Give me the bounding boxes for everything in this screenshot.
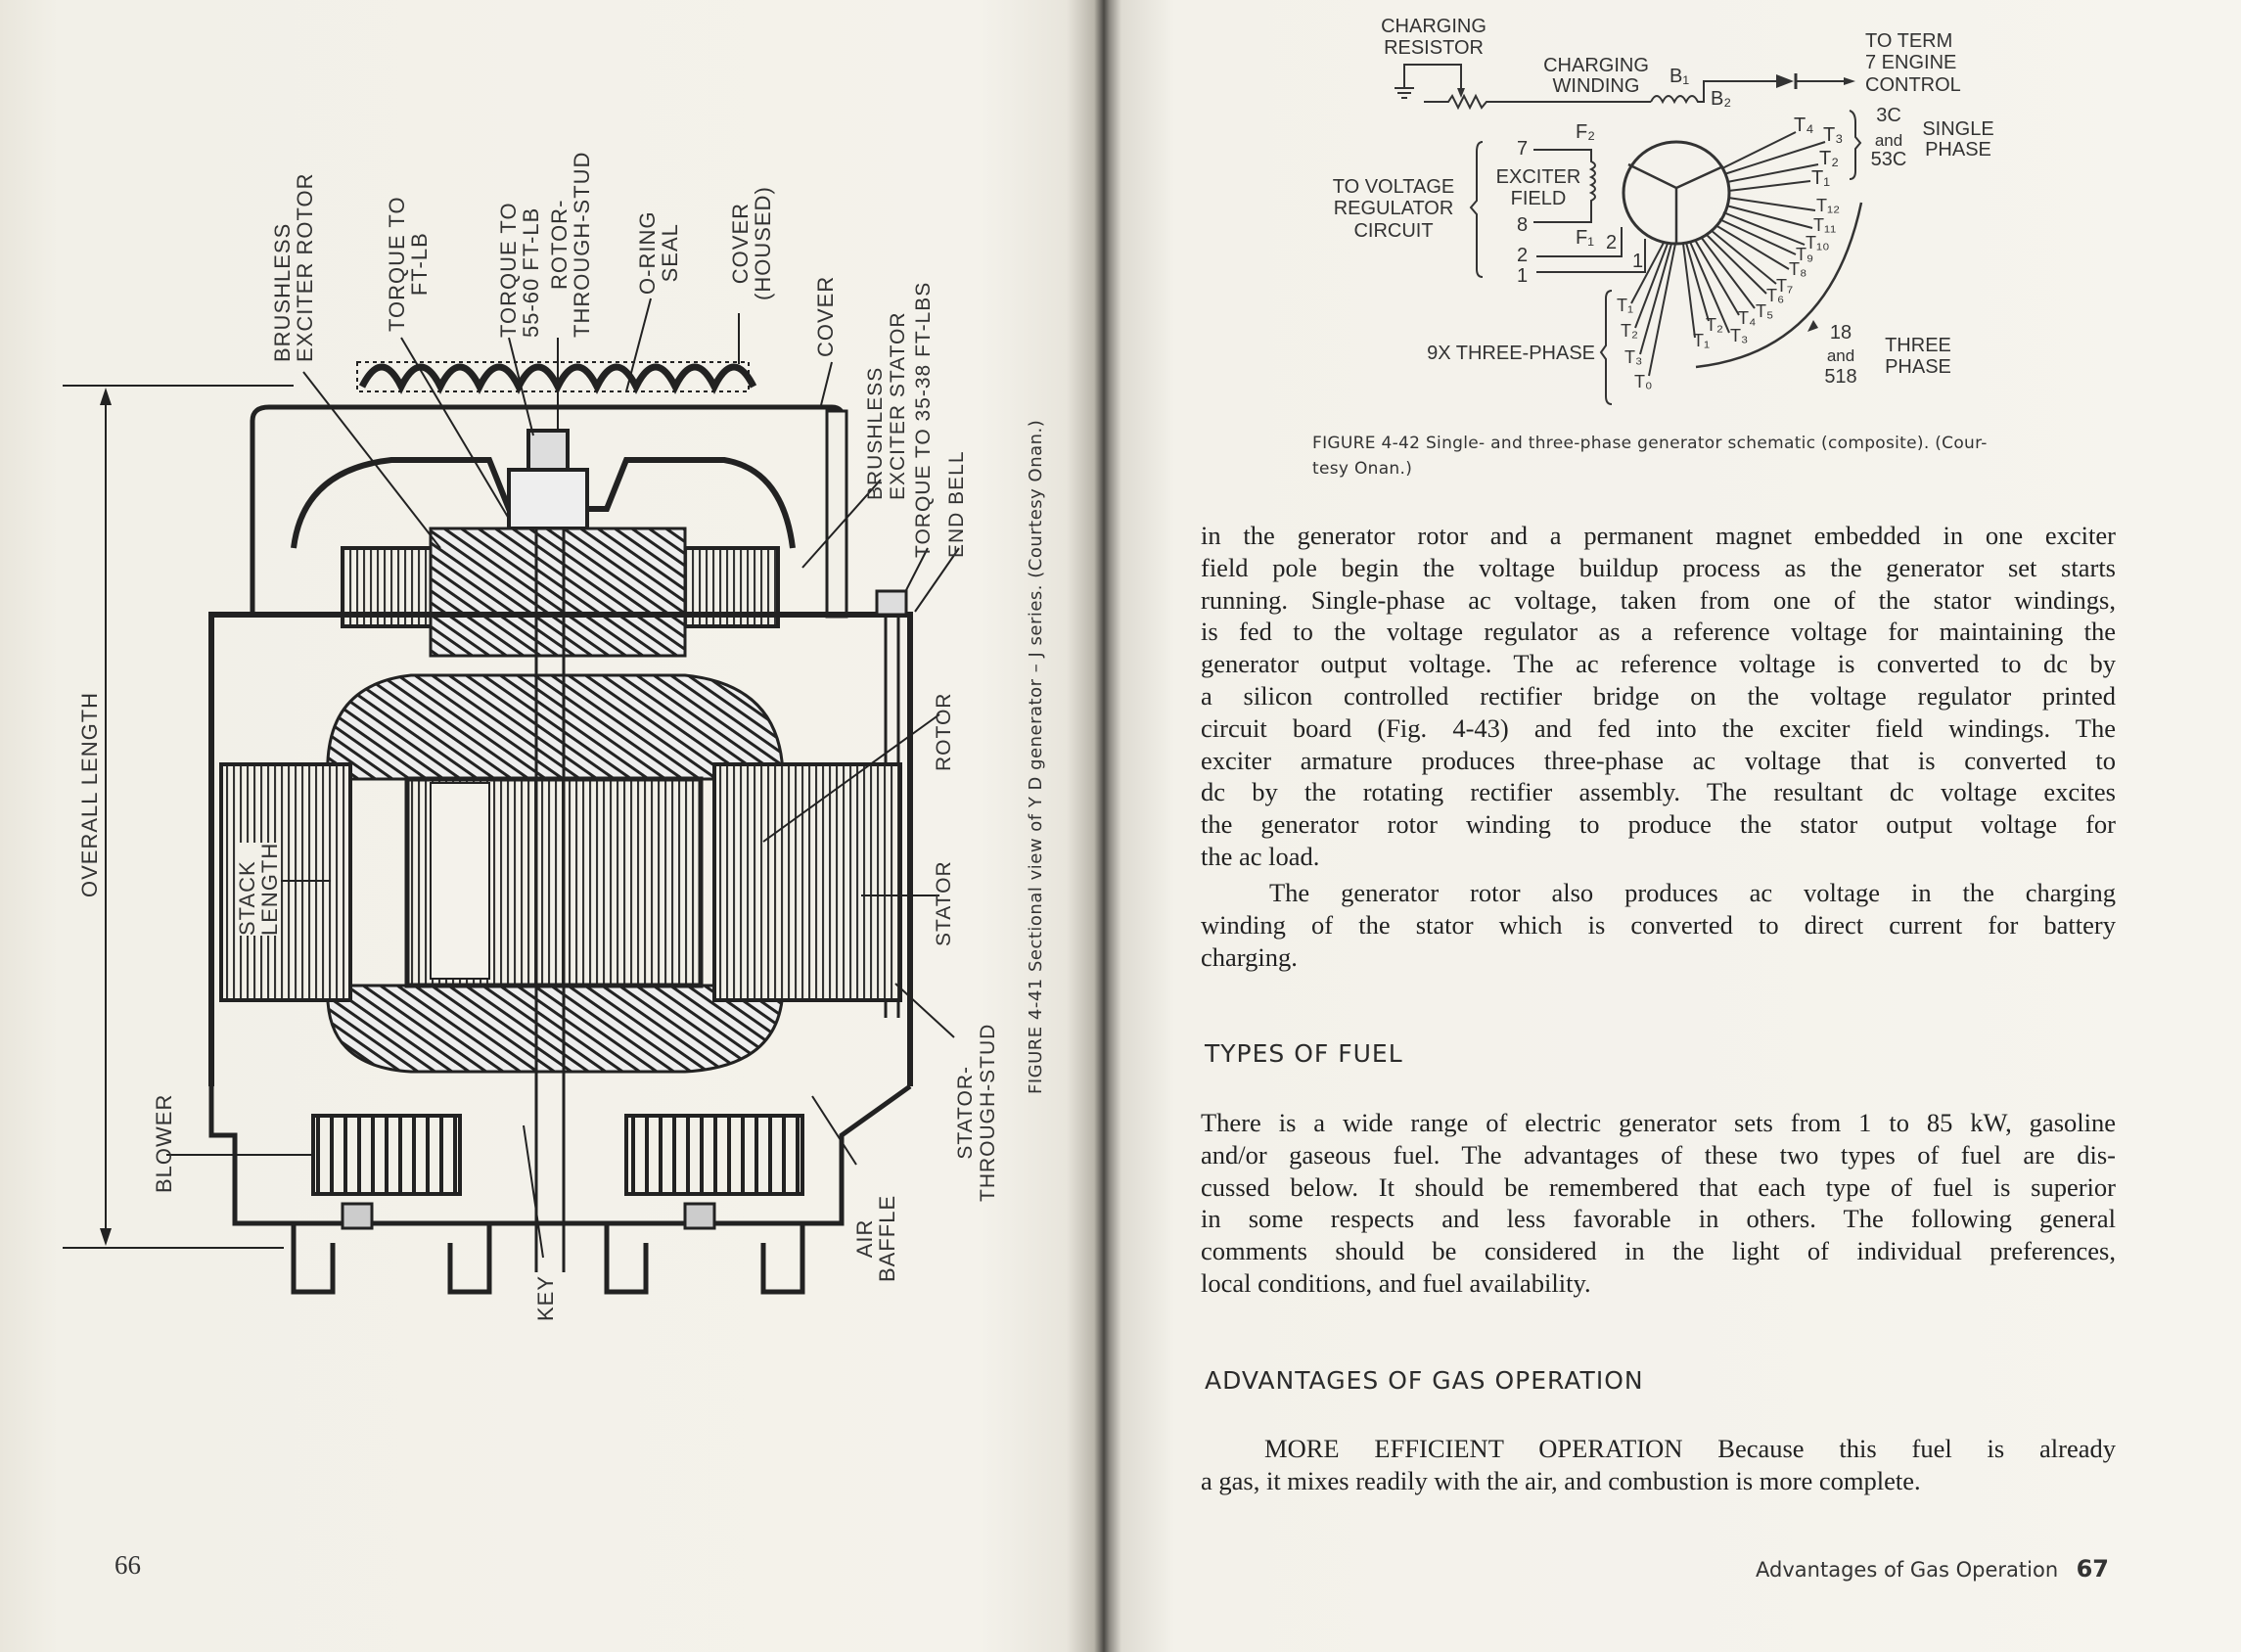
single-phase-label: PHASE — [1925, 139, 1991, 161]
figure-4-42-caption — [1312, 431, 2076, 482]
single-phase-label: SINGLE — [1922, 118, 1994, 140]
f1-label: F₁ — [1576, 227, 1594, 249]
lead-t5: T₅ — [1756, 301, 1774, 321]
lead-t10: T₁₀ — [1806, 233, 1830, 252]
three-phase-label: THREE — [1885, 335, 1951, 356]
generator-schematic — [1302, 0, 2084, 421]
three-phase-models: 518 — [1824, 366, 1857, 388]
lead-t11: T₁₁ — [1813, 215, 1837, 235]
label-rotor-through-stud: ROTOR- THROUGH-STUD — [547, 151, 594, 338]
lead-t9: T₉ — [1796, 245, 1814, 264]
page-number-left: 66 — [114, 1550, 141, 1580]
to-term-label: 7 ENGINE — [1865, 52, 1957, 73]
b1-label: B₁ — [1669, 66, 1690, 87]
text-line: the generator rotor winding to produce the stator output voltage for — [1201, 809, 2116, 840]
label-blower: BLOWER — [152, 1093, 176, 1193]
to-voltage-regulator-label: REGULATOR — [1333, 198, 1454, 219]
nine-x-three-phase-label: 9X THREE-PHASE — [1427, 343, 1595, 364]
label-stack-length: STACK LENGTH — [235, 842, 282, 936]
charging-winding-label: CHARGING — [1543, 55, 1649, 76]
three-phase-models: and — [1826, 346, 1855, 365]
text-line: the ac load. — [1201, 842, 1320, 871]
text-line: local conditions, and fuel availability. — [1201, 1268, 1591, 1298]
text-line: and/or gaseous fuel. The advantages of these two types of fuel are dis- — [1201, 1139, 2116, 1170]
lead-t4: T₄ — [1738, 308, 1757, 328]
figure-4-41-caption: FIGURE 4-41 Sectional view of Y D generator – J series. (Courtesy Onan.) — [1026, 419, 1046, 1094]
single-phase-models: 53C — [1870, 149, 1907, 170]
lead-t4: T₄ — [1794, 115, 1814, 136]
text-line: comments should be considered in the light of individual preferences, — [1201, 1236, 2116, 1266]
exciter-field-label: EXCITER — [1495, 166, 1581, 188]
text-line: MORE EFFICIENT OPERATION Because this fuel is already — [1264, 1434, 2116, 1463]
label-torque-35-38: TORQUE TO 35-38 FT-LBS — [912, 281, 935, 558]
heading-advantages-of-gas-operation: ADVANTAGES OF GAS OPERATION — [1205, 1366, 1644, 1395]
caption-line: FIGURE 4-42 Single- and three-phase generator schematic (composite). (Cour- — [1312, 434, 1988, 453]
three-phase-label: PHASE — [1885, 356, 1951, 378]
f2-label: F₂ — [1576, 121, 1595, 143]
running-footer — [1756, 1555, 2109, 1583]
label-brushless-exciter-stator: BRUSHLESS EXCITER STATOR — [864, 311, 909, 500]
text-line: a silicon controlled rectifier bridge on the voltage regulator printed — [1201, 681, 2116, 711]
terminal-1: 1 — [1517, 265, 1529, 287]
lead-t2: T₂ — [1706, 315, 1723, 335]
label-o-ring-seal: O-RING SEAL — [635, 210, 682, 295]
terminal-8: 8 — [1517, 214, 1529, 236]
text-line: a gas, it mixes readily with the air, and combustion is more complete. — [1201, 1465, 1921, 1495]
charging-winding-label: WINDING — [1552, 75, 1640, 97]
terminal-1-inner: 1 — [1632, 251, 1644, 272]
terminal-7: 7 — [1517, 138, 1529, 160]
text-line: circuit board (Fig. 4-43) and fed into the exciter field windings. The — [1201, 712, 2116, 743]
nine-x-lead-t0: T₀ — [1634, 372, 1653, 391]
nine-x-lead-t2: T₂ — [1621, 321, 1638, 341]
lead-t3: T₃ — [1823, 124, 1844, 146]
text-line: field pole begin the voltage buildup process as the generator set starts — [1201, 552, 2116, 582]
label-overall-length: OVERALL LENGTH — [77, 691, 102, 897]
nine-x-lead-t1: T₁ — [1617, 296, 1634, 315]
label-torque-55-60: TORQUE TO 55-60 FT-LB — [496, 202, 543, 338]
heading-types-of-fuel: TYPES OF FUEL — [1205, 1039, 1403, 1068]
charging-resistor-label: CHARGING — [1381, 16, 1486, 37]
single-phase-models: and — [1874, 131, 1903, 150]
b2-label: B₂ — [1711, 88, 1732, 110]
lead-t8: T₈ — [1789, 259, 1807, 279]
exciter-field-label: FIELD — [1510, 188, 1567, 209]
to-term-label: CONTROL — [1865, 74, 1961, 96]
text-line: running. Single-phase ac voltage, taken from one of the stator windings, — [1201, 584, 2116, 615]
text-line: dc by the rotating rectifier assembly. The resultant dc voltage excites — [1201, 777, 2116, 807]
label-end-bell: END BELL — [945, 450, 968, 558]
terminal-2-inner: 2 — [1606, 232, 1618, 253]
to-term-label: TO TERM — [1865, 30, 1953, 52]
text-line: cussed below. It should be remembered that each type of fuel is superior — [1201, 1171, 2116, 1202]
to-voltage-regulator-label: TO VOLTAGE — [1332, 176, 1455, 198]
text-line: exciter armature produces three-phase ac voltage that is converted to — [1201, 745, 2116, 775]
label-torque-to-ftlb: TORQUE TO FT-LB — [385, 196, 432, 332]
label-stator-through-stud: STATOR- THROUGH-STUD — [954, 1023, 999, 1202]
lead-t2: T₂ — [1819, 148, 1839, 169]
label-rotor: ROTOR — [933, 692, 955, 771]
label-air-baffle: AIR BAFFLE — [852, 1194, 899, 1282]
lead-t3: T₃ — [1730, 326, 1749, 345]
lead-t1: T₁ — [1693, 331, 1711, 350]
text-line: The generator rotor also produces ac voltage in the charging — [1269, 878, 2116, 907]
text-line: There is a wide range of electric generator sets from 1 to 85 kW, gasoline — [1201, 1108, 2116, 1137]
label-cover: COVER — [813, 275, 838, 357]
lead-t1: T₁ — [1811, 167, 1830, 189]
charging-resistor-label: RESISTOR — [1384, 37, 1484, 59]
page-number-right: 67 — [2076, 1555, 2109, 1583]
single-phase-models: 3C — [1876, 105, 1901, 126]
lead-t6: T₆ — [1766, 286, 1785, 305]
footer-title: Advantages of Gas Operation — [1756, 1558, 2059, 1582]
caption-line: tesy Onan.) — [1312, 459, 1413, 479]
terminal-2: 2 — [1517, 245, 1529, 266]
nine-x-lead-t3: T₃ — [1624, 347, 1643, 367]
label-brushless-exciter-rotor: BRUSHLESS EXCITER ROTOR — [270, 172, 317, 362]
text-line: in the generator rotor and a permanent magnet embedded in one exciter — [1201, 521, 2116, 550]
to-voltage-regulator-label: CIRCUIT — [1353, 220, 1434, 242]
three-phase-models: 18 — [1829, 322, 1852, 344]
text-line: is fed to the voltage regulator as a reference voltage for maintaining the — [1201, 617, 2116, 647]
lead-t7: T₇ — [1776, 276, 1794, 296]
text-line: charging. — [1201, 941, 1298, 972]
text-line: in some respects and less favorable in others. The following general — [1201, 1204, 2116, 1234]
label-stator: STATOR — [933, 860, 955, 946]
text-line: generator output voltage. The ac reference voltage is converted to dc by — [1201, 649, 2116, 679]
text-line: winding of the stator which is converted to direct current for battery — [1201, 909, 2116, 940]
lead-t12: T₁₂ — [1816, 196, 1841, 215]
label-cover-housed: COVER (HOUSED) — [728, 186, 775, 300]
label-key: KEY — [533, 1274, 558, 1321]
